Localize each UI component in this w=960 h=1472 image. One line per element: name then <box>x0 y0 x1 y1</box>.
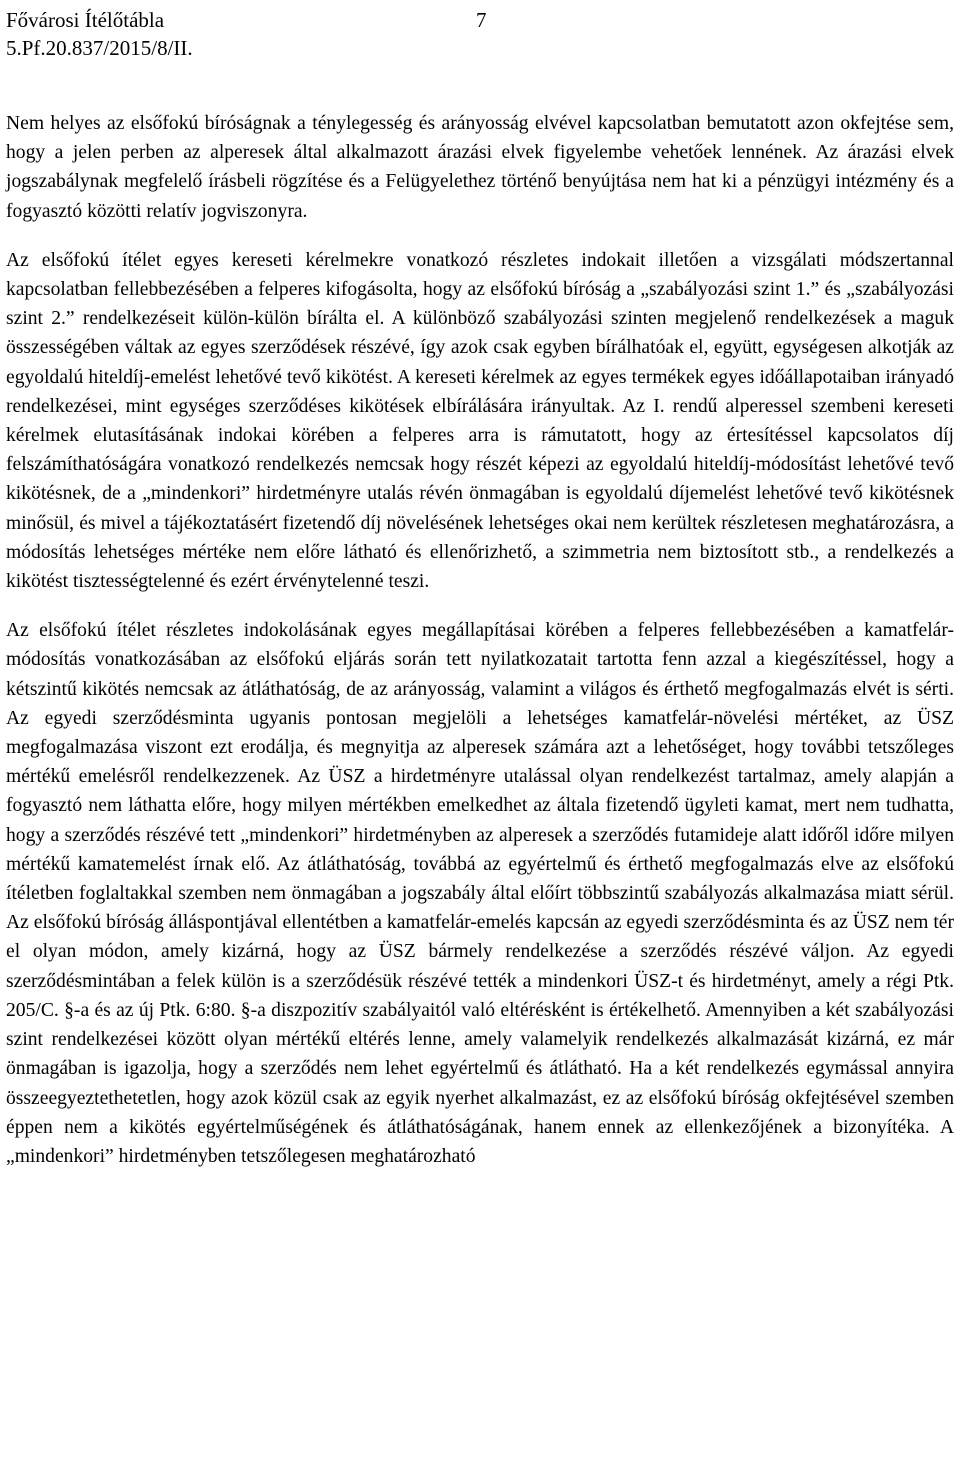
page-number: 7 <box>476 8 487 32</box>
court-name: Fővárosi Ítélőtábla <box>6 8 165 32</box>
paragraph-3: Az elsőfokú ítélet részletes indokolásának egyes megállapításai körében a felperes fellebbezésében a kamatfelár-módosítás vonatkozásában az elsőfokú eljárás során tett nyilatkozatait tartotta fenn azzal a kiegészítéssel, hogy a kétszintű kikötés nemcsak az átláthatóság, de az arányosság, valamint a világos és érthető megfogalmazás elvét is sérti. Az egyedi szerződésminta ugyanis pontosan megjelöli a lehetséges kamatfelár-növelési mértéket, az ÜSZ megfogalmazása viszont ezt erodálja, és megnyitja az alperesek számára azt a lehetőséget, hogy további tetszőleges mértékű emelésről rendelkezzenek. Az ÜSZ a hirdetményre utalással olyan rendelkezést tartalmaz, amely alapján a fogyasztó nem láthatta előre, hogy milyen mértékben emelkedhet az általa fizetendő ügyleti kamat, mert nem tudhatta, hogy a szerződés részévé tett „mindenkori” hirdetményben az alperesek a szerződés futamideje alatt időről időre milyen mértékű kamatemelést írnak elő. Az átláthatóság, továbbá az egyértelmű és érthető megfogalmazás elve az elsőfokú ítéletben foglaltakkal szemben nem önmagában a jogszabály által előírt többszintű szabályozás alkalmazása miatt sérül. Az elsőfokú bíróság álláspontjával ellentétben a kamatfelár-emelés kapcsán az egyedi szerződésminta és az ÜSZ nem tér el olyan módon, amely kizárná, hogy az ÜSZ bármely rendelkezése a szerződés részévé váljon. Az egyedi szerződésmintában a felek külön is a szerződésük részévé tették a mindenkori ÜSZ-t és hirdetményt, amely a régi Ptk. 205/C. §-a és az új Ptk. 6:80. §-a diszpozitív szabályaitól való eltérésként is értékelhető. Amennyiben a két szabályozási szint rendelkezései között olyan mértékű eltérés lenne, amely valamelyik rendelkezés alkalmazását kizárná, ez már önmagában is igazolja, hogy a szerződés nem lehet egyértelmű és átlátható. Ha a két rendelkezés egymással annyira összeegyeztethetetlen, hogy azok közül csak az egyik nyerhet alkalmazást, ez az elsőfokú bíróság okfejtésével szemben éppen nem a kikötés egyértelműségének és átláthatóságának, hanem ennek az ellenkezőjének a bizonyítéka. A „mindenkori” hirdetményben tetszőlegesen meghatározható <box>6 620 954 1167</box>
document-body <box>6 109 954 1171</box>
case-number: 5.Pf.20.837/2015/8/II. <box>6 36 193 60</box>
paragraph-2: Az elsőfokú ítélet egyes kereseti kérelmekre vonatkozó részletes indokait illetően a vizsgálati módszertannal kapcsolatban fellebbezésében a felperes kifogásolta, hogy az elsőfokú bíróság a „szabályozási szint 1.” és „szabályozási szint 2.” rendelkezéseit külön-külön bírálta el. A különböző szabályozási szinten megjelenő rendelkezések a maguk összességében váltak az egyes szerződések részévé, így azok csak egyben bírálhatóak el, együtt, egységesen alkotják az egyoldalú hiteldíj-emelést lehetővé tevő kikötést. A kereseti kérelmek az egyes termékek egyes időállapotaiban irányadó rendelkezései, mint egységes szerződéses kikötések elbírálására irányultak. Az I. rendű alperessel szembeni kereseti kérelmek elutasításának indokai körében a felperes arra is rámutatott, hogy az értesítéssel kapcsolatos díj felszámíthatóságára vonatkozó rendelkezés nemcsak hogy részét képezi az egyoldalú hiteldíj-módosítást lehetővé tevő kikötésnek, de a „mindenkori” hirdetményre utalás révén önmagában is egyoldalú díjemelést lehetővé tevő kikötésnek minősül, és mivel a tájékoztatásért fizetendő díj növelésének lehetséges okai nem kerültek részletesen meghatározásra, a módosítás lehetséges mértéke nem előre látható és ellenőrizhető, a szimmetria nem biztosított stb., a rendelkezés a kikötést tisztességtelenné és ezért érvénytelenné teszi. <box>6 249 954 593</box>
paragraph-1: Nem helyes az elsőfokú bíróságnak a ténylegesség és arányosság elvével kapcsolatban bemutatott azon okfejtése sem, hogy a jelen perben az alperesek által alkalmazott árazási elvek figyelembe vehetőek lennének. Az árazási elvek jogszabálynak megfelelő írásbeli rögzítése és a Felügyelethez történő benyújtása nem hat ki a pénzügyi intézmény és a fogyasztó közötti relatív jogviszonyra. <box>6 113 954 222</box>
page-header <box>6 6 954 62</box>
